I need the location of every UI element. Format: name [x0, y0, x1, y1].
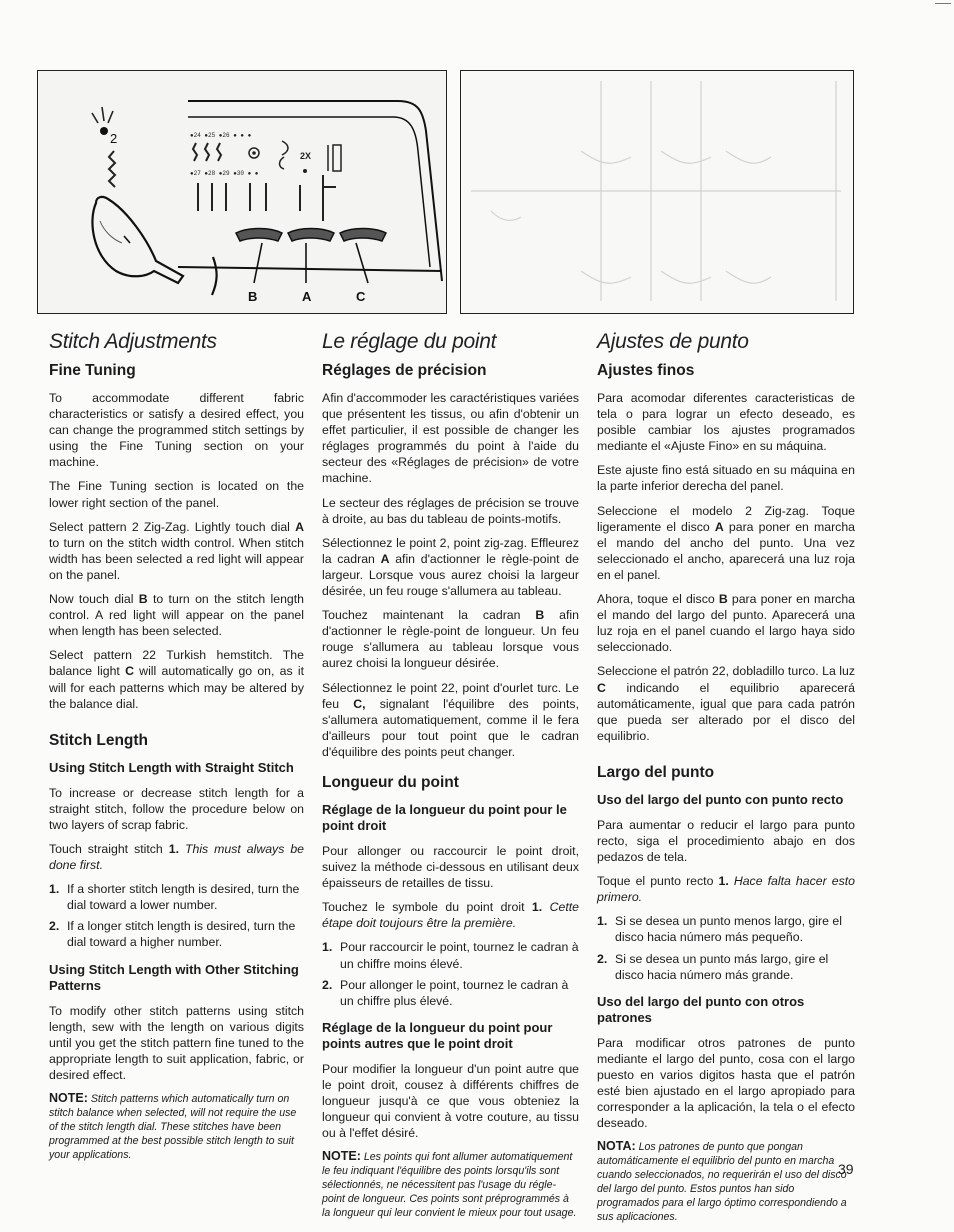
fine-tuning-balance-en: Select pattern 22 Turkish hemstitch. The balance light C will automatically go on, as it will for each patterns which may be altered by the balance dial.	[49, 648, 305, 711]
straight-stitch-intro-fr: Pour allonger ou raccourcir le point droit, suivez la méthode ci-dessous en utilisant deux épaisseurs de retailles de tissu.	[322, 843, 579, 891]
dial-a-icon	[288, 229, 334, 242]
page-number: 39	[838, 1161, 854, 1177]
dial-label-c: C	[356, 289, 366, 304]
other-patterns-heading-fr: Réglage de la longueur du point pour points autres que le point droit	[322, 1019, 553, 1051]
other-patterns-heading-en: Using Stitch Length with Other Stitching Patterns	[49, 961, 299, 993]
fine-tuning-location-en: The Fine Tuning section is located on the lower right section of the panel.	[49, 479, 304, 510]
section-title-fr: Le réglage du point	[322, 330, 497, 353]
pattern-number: 2	[110, 131, 118, 146]
other-patterns-text-fr: Pour modifier la longueur d'un point autre que le point droit, cousez à différents chiffres de longueur jusqu'à ce que vous obteniez la longueur qui convient à votre couture, au tissu ou à l'effet désiré.	[322, 1061, 579, 1141]
panel-glyph: 2X	[300, 151, 312, 161]
straight-stitch-heading-en: Using Stitch Length with Straight Stitch	[49, 759, 294, 775]
note-es: NOTA: Los patrones de punto que pongan automáticamente el equilibrio del punto en marcha cuando seleccionados, no requerirán el uso del disco del largo del punto. Estos puntos han sido programados para el largo óptimo correspondiendo a sus aplicaciones.	[597, 1139, 847, 1224]
machine-panel-illustration	[38, 71, 446, 313]
section-title-es: Ajustes de punto	[597, 330, 749, 353]
note-fr: NOTE: Les points qui font allumer automatiquement le feu indiquant l'équilibre des points lorsqu'ils sont sélectionnés, ne nécessitent pas l'usage du régle-point de longueur. Ces points sont préprogrammés à la longueur qui leur convient le mieux pour tout usage.	[322, 1149, 577, 1220]
fine-tuning-width-es: Seleccione el modelo 2 Zig-zag. Toque ligeramente el disco A para poner en marcha el mando del ancho del punto. Una vez seleccionado el ancho, aparecerá una luz roja en el panel.	[597, 503, 855, 582]
english-column	[49, 330, 304, 1170]
stitch-length-heading-es: Largo del punto	[597, 763, 715, 781]
fine-tuning-width-fr: Sélectionnez le point 2, point zig-zag. Effleurez la cadran A afin d'actionner le règle-point de largeur. Lorsque vous aurez choisi la largeur désirée, un feu rouge s'allumera au tableau.	[322, 535, 579, 599]
straight-stitch-first-es: Toque el punto recto 1. Hace falta hacer esto primero.	[597, 874, 855, 905]
note-en: NOTE: Stitch patterns which automatically turn on stitch balance when selected, will not require the use of the stitch length dial. These stitches have been programmed at the best possible stitch length to suit your applications.	[49, 1091, 297, 1161]
fine-tuning-heading-es: Ajustes finos	[597, 362, 695, 379]
other-patterns-text-es: Para modificar otros patrones de punto mediante el largo del punto, cosa con el largo puesto en varios digitos hasta que el patrón esté bien ajustado en el largo apropiado para corresponder a la aplicación, la tela o el efecto deseado.	[597, 1035, 855, 1131]
spanish-column	[597, 330, 855, 1232]
fine-tuning-balance-es: Seleccione el patrón 22, dobladillo turco. La luz C indicando el equilibrio aparecerá automáticamente, igual que para cada patrón que pueda ser alterado por el disco del equilibrio.	[597, 664, 855, 743]
stitch-sample-figure	[460, 70, 854, 314]
fine-tuning-width-en: Select pattern 2 Zig-Zag. Lightly touch dial A to turn on the stitch width control. When stitch width has been selected a red light will appear on the panel.	[49, 519, 304, 582]
fine-tuning-intro-en: To accommodate different fabric characteristics or satisfy a desired effect, you can change the programmed stitch settings by using the Fine Tuning section on your machine.	[49, 391, 304, 470]
step-2-es: 2. Si se desea un punto más largo, gire el disco hacia número más grande.	[597, 951, 829, 982]
section-title-en: Stitch Adjustments	[49, 330, 217, 353]
fine-tuning-length-fr: Touchez maintenant la cadran B afin d'actionner le règle-point de longueur. Un feu rouge s'allumera au tableau lorsque vous aurez choisi la longueur désirée.	[322, 608, 579, 671]
step-1-es: 1. Si se desea un punto menos largo, gire el disco hacia número más pequeño.	[597, 914, 842, 945]
stitch-length-heading-fr: Longueur du point	[322, 773, 459, 791]
straight-stitch-intro-es: Para aumentar o reducir el largo para punto recto, siga el procedimiento abajo en dos pedazos de tela.	[597, 817, 855, 865]
fine-tuning-intro-es: Para acomodar diferentes caracteristicas de tela o para lograr un efecto deseado, es posible cambiar los ajustes programados mediante el «Ajuste Fino» en su máquina.	[597, 391, 855, 454]
straight-stitch-first-en: Touch straight stitch 1. This must always be done first.	[49, 841, 304, 873]
fine-tuning-intro-fr: Afin d'accommoder les caractéristiques variées que présentent les tissus, ou afin d'obtenir un effet particulier, il est possible de changer les réglages programmés du point à l'aide du secteur des «Réglages de précision» de votre machine.	[322, 391, 579, 486]
fine-tuning-length-es: Ahora, toque el disco B para poner en marcha el mando del largo del punto. Aparecerá una luz roja en el panel cuando el largo haya sido seleccionado.	[597, 592, 855, 655]
stitch-sample-illustration	[461, 71, 853, 313]
step-1-fr: 1. Pour raccourcir le point, tournez le cadran à un chiffre moins élevé.	[322, 940, 579, 971]
dial-label-b: B	[248, 289, 258, 304]
step-2-fr: 2. Pour allonger le point, tournez le cadran à un chiffre plus élevé.	[322, 977, 569, 1008]
fine-tuning-location-es: Este ajuste fino está situado en su máquina en la parte inferior derecha del panel.	[597, 463, 855, 494]
straight-stitch-heading-es: Uso del largo del punto con punto recto	[597, 791, 844, 807]
fine-tuning-heading-en: Fine Tuning	[49, 362, 136, 379]
stitch-length-heading-en: Stitch Length	[49, 731, 149, 749]
finger-illustration	[92, 197, 183, 283]
fine-tuning-heading-fr: Réglages de précision	[322, 362, 487, 379]
dial-b-icon	[236, 229, 282, 242]
dial-label-a: A	[302, 289, 312, 304]
pattern-dot-icon	[100, 127, 108, 135]
fine-tuning-length-en: Now touch dial B to turn on the stitch length control. A red light will appear on the panel when length has been selected.	[49, 592, 304, 639]
touch-sparkle-icon	[92, 107, 113, 123]
machine-panel-figure	[37, 70, 447, 314]
straight-stitch-first-fr: Touchez le symbole du point droit 1. Cette étape doit toujours être la première.	[322, 900, 579, 931]
svg-text:●27 ●28 ●29 ●30 ● ●: ●27 ●28 ●29 ●30 ● ●	[190, 170, 259, 177]
zigzag-stitch-icon	[109, 151, 115, 187]
other-patterns-text-en: To modify other stitch patterns using stitch length, sew with the length on various digits until you get the stitch pattern fine tuned to the appropriate length to suit application, fabric, or desired effect.	[49, 1003, 304, 1082]
dial-c-icon	[340, 229, 386, 242]
straight-stitch-intro-en: To increase or decrease stitch length for a straight stitch, follow the procedure below on two layers of scrap fabric.	[49, 785, 304, 832]
step-1-en: 1. If a shorter stitch length is desired, turn the dial toward a lower number.	[49, 882, 300, 913]
fine-tuning-dials	[236, 229, 386, 242]
fine-tuning-location-fr: Le secteur des réglages de précision se trouve à droite, au bas du tableau de points-motifs.	[322, 495, 579, 526]
fine-tuning-balance-fr: Sélectionnez le point 22, point d'ourlet turc. Le feu C, signalant l'équilibre des points, s'allumera automatiquement, comme il le fera d'ailleurs pour tout point que le cadran d'équilibre des points peut changer.	[322, 680, 579, 759]
straight-stitch-heading-fr: Réglage de la longueur du point pour le point droit	[322, 801, 567, 833]
step-2-en: 2. If a longer stitch length is desired, turn the dial toward a higher number.	[49, 919, 296, 950]
corner-mark	[935, 3, 951, 4]
other-patterns-heading-es: Uso del largo del punto con otros patrones	[597, 993, 805, 1025]
svg-text:●24 ●25 ●26 ● ● ●: ●24 ●25 ●26 ● ● ●	[190, 132, 252, 139]
french-column	[322, 330, 579, 1228]
